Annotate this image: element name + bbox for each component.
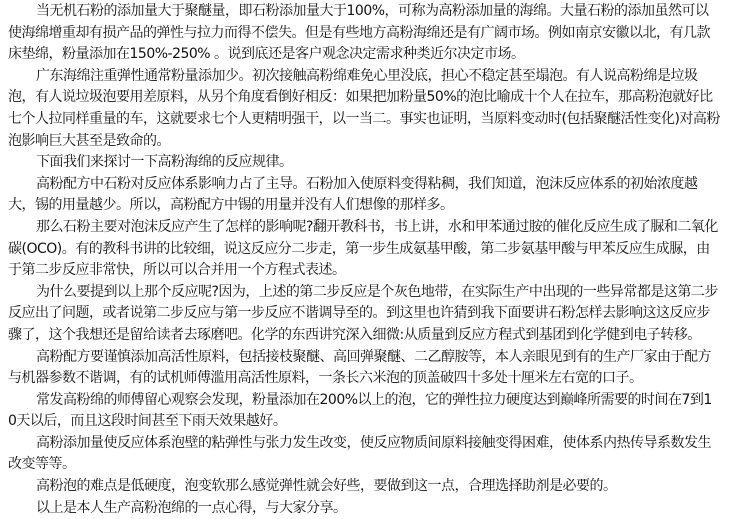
paragraph-high-filler-definition: 当无机石粉的添加量大于聚醚量，即石粉添加量大于100%，可称为高粉添加量的海绵。大量石粉的添加虽然可以使海绵增重却有损产品的弹性与拉力而得不偿失。但是有些地方高粉海绵还是有广阔市场。例如南京安徽以北，有几款床垫绵，粉量添加在150%-250% 。说到底还是客户观念决定需求种类近尔决定市场。 — [8, 3, 710, 63]
article-body — [8, 1, 720, 519]
paragraph-textbook-reaction: 那么石粉主要对泡沫反应产生了怎样的影响呢?翻开教科书，书上讲，水和甲苯通过胺的催化反应生成了脲和二氧化碳(OCO)。有的教科书讲的比较细，说这反应分二步走，第一步生成氨基甲酸，第二步氨基甲酸与甲苯反应生成脲，由于第二步反应非常快，所以可以合并用一个方程式表述。 — [8, 218, 718, 279]
paragraph-high-activity-materials: 高粉配方要谨慎添加高活性原料，包括接枝聚醚、高回弹聚醚、二乙醇胺等，本人亲眼见到有的生产厂家由于配方与机器参数不谐调，有的试机师傅滥用高活性原料，一条长六米泡的顶盖破四十多处十厘米左右宽的口子。 — [8, 348, 711, 387]
paragraph-curing-time: 常发高粉绵的师傅留心观察会发现，粉量添加在200%以上的泡，它的弹性拉力硬度达到巅峰所需要的时间在7到10天以后，而且这段时间甚至下雨天效果越好。 — [8, 391, 712, 430]
paragraph-filler-influence: 高粉配方中石粉对反应体系影响力占了主导。石粉加入使原料变得粘稠，我们知道，泡沫反应体系的初始浓度越大，锡的用量越少。所以，高粉配方中锡的用量并没有人们想像的那样多。 — [8, 175, 698, 214]
paragraph-low-hardness: 高粉泡的难点是低硬度，泡变软那么感觉弹性就会好些，要做到这一点，合理选择助剂是必要的。 — [36, 478, 617, 495]
paragraph-viscoelasticity: 高粉添加量使反应体系泡壁的粘弹性与张力发生改变，使反应物质间原料接触变得困难，使体系内热传导系数发生改变等等。 — [8, 434, 711, 473]
paragraph-reaction-intro: 下面我们来探讨一下高粉海绵的反应规律。 — [36, 154, 293, 171]
paragraph-second-step: 为什么要提到以上那个反应呢?因为，上述的第二步反应是个灰色地带，在实际生产中出现的一些异常都是这第二步反应出了问题，或者说第二步反应与第一步反应不谐调导至的。到这里也许猜到我下面要讲石粉怎样去影响这这反应步骤了，这个我想还是留给读者去琢磨吧。化学的东西讲究深入细微:从质量到反应方程式到基团到化学健到电子转移。 — [8, 283, 718, 343]
paragraph-closing: 以上是本人生产高粉泡绵的一点心得，与大家分享。 — [36, 499, 347, 516]
paragraph-guangdong-elasticity: 广东海绵注重弹性通常粉量添加少。初次接触高粉绵难免心里没底，担心不稳定甚至塌泡。有人说高粉绵是垃圾泡，有人说垃圾泡要用差原料，从另个角度看倒好相反：如果把加粉量50%的泡比喻成十个人在拉车，那高粉泡就好比七个人拉同样重量的车，这就要求七个人更精明强干，以一当二。事实也证明，当原料变动时(包括聚醚活性变化)对高粉泡影响巨大甚至是致命的。 — [8, 67, 720, 149]
